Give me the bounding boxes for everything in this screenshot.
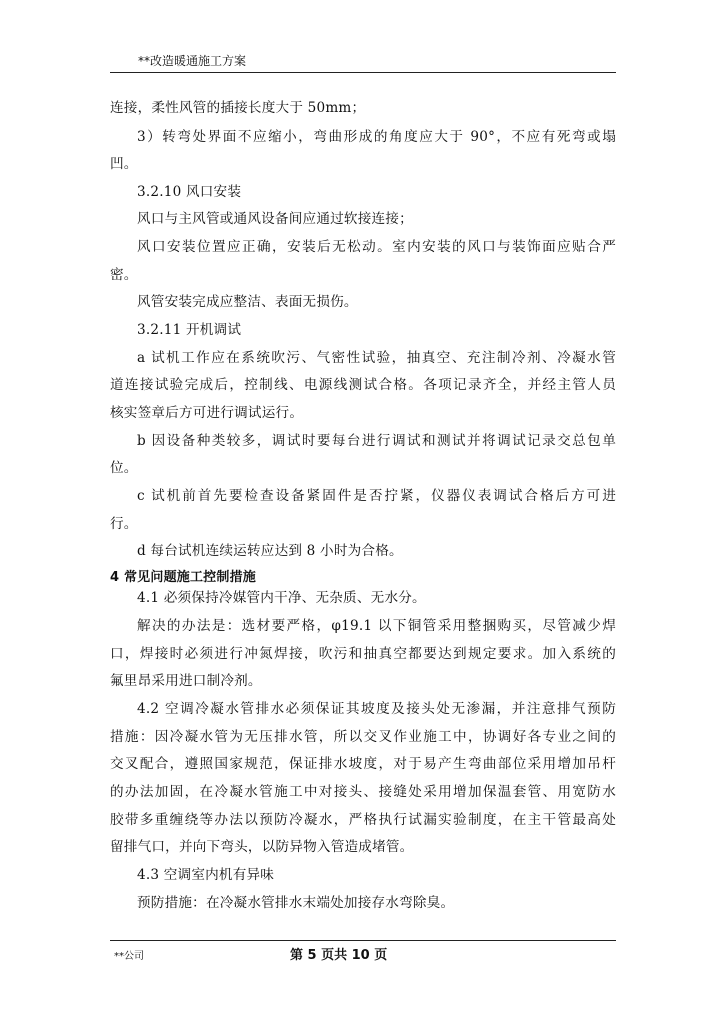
- page-number: 第 5 页共 10 页: [290, 948, 388, 963]
- body-line: 行。: [110, 516, 138, 532]
- footer-divider: [110, 940, 616, 941]
- body-line: 的办法加固，在冷凝水管施工中对接头、接缝处采用增加保温套管、用宽防水: [110, 784, 616, 800]
- body-line: 预防措施：在冷凝水管排水末端处加接存水弯除臭。: [137, 895, 455, 911]
- body-line: 4.2 空调冷凝水管排水必须保证其坡度及接头处无渗漏，并注意排气预防: [137, 701, 616, 717]
- body-line: 4.1 必须保持冷媒管内干净、无杂质、无水分。: [137, 590, 426, 606]
- body-line: 措施：因冷凝水管为无压排水管，所以交叉作业施工中，协调好各专业之间的: [110, 729, 616, 745]
- section-heading: 3.2.11 开机调试: [137, 322, 242, 338]
- body-line: 胶带多重缠绕等办法以预防冷凝水，严格执行试漏实验制度，在主干管最高处: [110, 812, 616, 828]
- body-line: 氟里昂采用进口制冷剂。: [110, 673, 262, 689]
- body-line: 核实签章后方可进行调试运行。: [110, 405, 304, 421]
- body-line: 密。: [110, 267, 138, 283]
- section-heading: 3.2.10 风口安装: [137, 184, 242, 200]
- body-line: a 试机工作应在系统吹污、气密性试验，抽真空、充注制冷剂、冷凝水管: [137, 350, 616, 366]
- body-line: 4.3 空调室内机有异味: [137, 867, 275, 883]
- body-line: 位。: [110, 460, 138, 476]
- body-line: 风口安装位置应正确，安装后无松动。室内安装的风口与装饰面应贴合严: [137, 239, 616, 255]
- body-line: 凹。: [110, 156, 138, 172]
- body-line: 口，焊接时必须进行冲氮焊接，吹污和抽真空都要达到规定要求。加入系统的: [110, 646, 616, 662]
- body-line: 交叉配合，遵照国家规范，保证排水坡度，对于易产生弯曲部位采用增加吊杆: [110, 756, 616, 772]
- body-line: 3）转弯处界面不应缩小，弯曲形成的角度应大于 90°，不应有死弯或塌: [137, 129, 616, 145]
- chapter-heading: 4 常见问题施工控制措施: [110, 570, 256, 585]
- body-line: 风管安装完成应整洁、表面无损伤。: [137, 294, 358, 310]
- body-line: 解决的办法是：选材要严格，φ19.1 以下铜管采用整捆购买，尽管减少焊: [137, 618, 616, 634]
- body-line: 道连接试验完成后，控制线、电源线测试合格。各项记录齐全，并经主管人员: [110, 377, 616, 393]
- body-line: c 试机前首先要检查设备紧固件是否拧紧，仪器仪表调试合格后方可进: [137, 488, 616, 504]
- body-line: 连接，柔性风管的插接长度大于 50mm；: [110, 100, 366, 116]
- body-line: b 因设备种类较多，调试时要每台进行调试和测试并将调试记录交总包单: [137, 433, 616, 449]
- body-line: 留排气口，并向下弯头，以防异物入管造成堵管。: [110, 839, 414, 855]
- header-divider: [110, 72, 616, 73]
- body-line: d 每台试机连续运转应达到 8 小时为合格。: [137, 543, 403, 559]
- header-title: **改造暖通施工方案: [138, 54, 247, 68]
- body-line: 风口与主风管或通风设备间应通过软接连接；: [137, 211, 413, 227]
- footer-company: **公司: [114, 951, 144, 962]
